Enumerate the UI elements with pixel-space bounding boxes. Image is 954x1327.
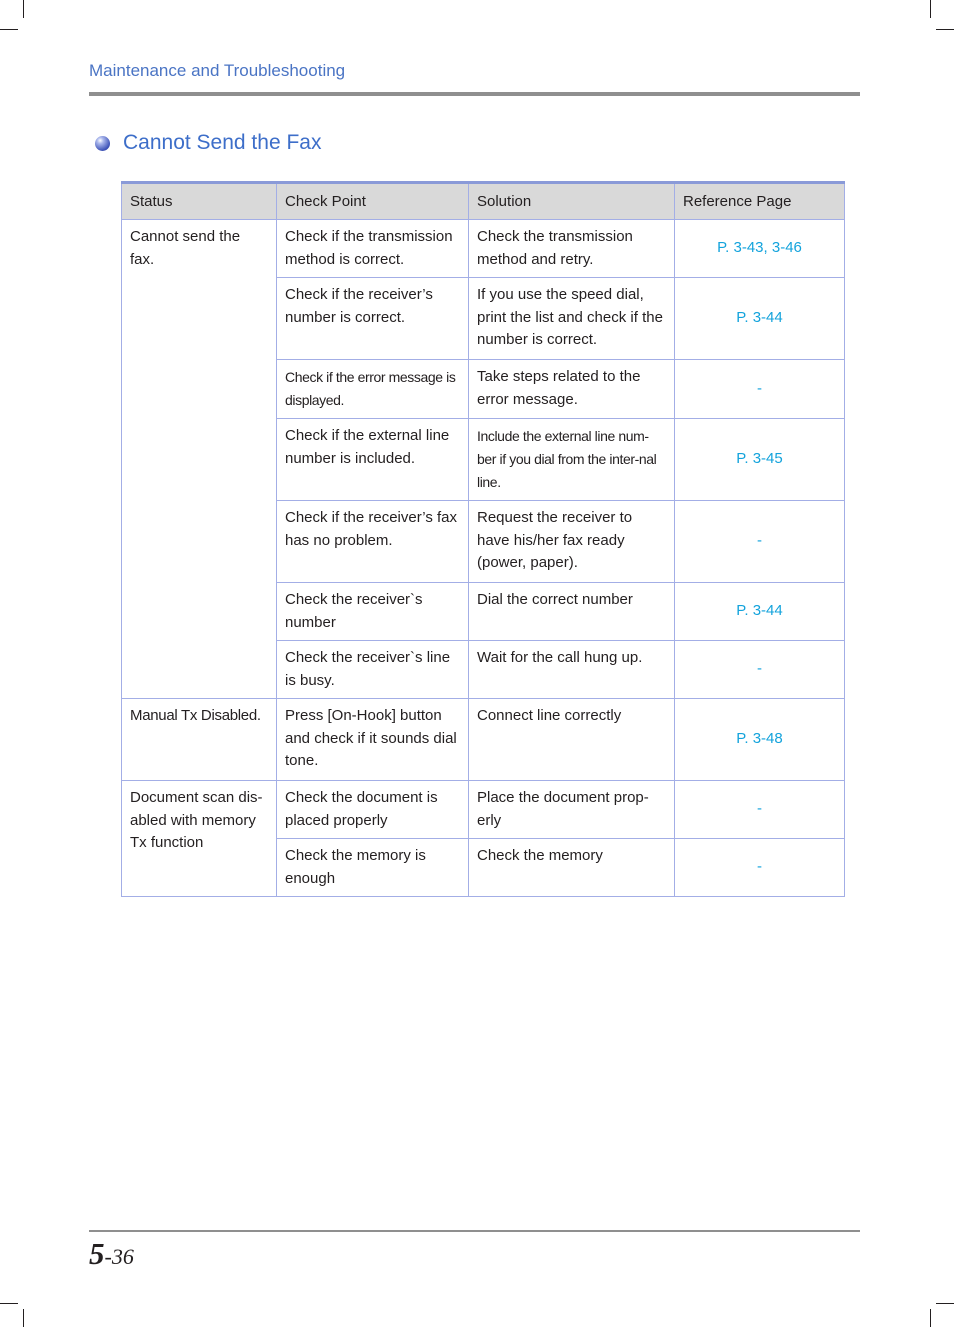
solution-cell: Check the memory: [469, 839, 675, 897]
solution-cell: Request the receiver to have his/her fax ready (power, paper).: [469, 501, 675, 583]
reference-link[interactable]: P. 3-45: [675, 419, 845, 501]
table-row: [122, 781, 845, 839]
crop-mark: [23, 0, 24, 18]
section-title: Cannot Send the Fax: [123, 131, 322, 154]
solution-cell: If you use the speed dial, print the list and check if the number is correct.: [469, 278, 675, 360]
solution-cell: Place the document prop-erly: [469, 781, 675, 839]
crop-mark: [930, 0, 931, 18]
solution-cell: Take steps related to the error message.: [469, 360, 675, 419]
check-point-cell: Check the memory is enough: [277, 839, 469, 897]
check-point-cell: Check if the external line number is included.: [277, 419, 469, 501]
reference-link[interactable]: P. 3-44: [675, 583, 845, 641]
status-cell: Document scan dis-abled with memory Tx function: [122, 781, 277, 897]
check-point-cell: Check the document is placed properly: [277, 781, 469, 839]
check-point-cell: Check the receiver`s number: [277, 583, 469, 641]
solution-cell: Check the transmission method and retry.: [469, 220, 675, 278]
footer-rule: [89, 1230, 860, 1232]
check-point-cell: Press [On-Hook] button and check if it sounds dial tone.: [277, 699, 469, 781]
reference-link: -: [675, 641, 845, 699]
crop-mark: [930, 1309, 931, 1327]
section-heading: [95, 130, 321, 156]
column-header-solution: Solution: [469, 183, 675, 220]
check-point-cell: Check if the transmission method is correct.: [277, 220, 469, 278]
solution-cell: Dial the correct number: [469, 583, 675, 641]
crop-mark: [0, 29, 18, 30]
status-cell: Cannot send the fax.: [122, 220, 277, 699]
sphere-bullet-icon: [95, 136, 110, 151]
reference-link[interactable]: P. 3-43, 3-46: [675, 220, 845, 278]
page-suffix: -36: [104, 1244, 134, 1269]
reference-link: -: [675, 781, 845, 839]
running-header: Maintenance and Troubleshooting: [89, 61, 346, 80]
crop-mark: [0, 1303, 18, 1304]
solution-cell: Include the external line num-ber if you dial from the inter-nal line.: [469, 419, 675, 501]
reference-link: -: [675, 360, 845, 419]
reference-link[interactable]: P. 3-48: [675, 699, 845, 781]
check-point-cell: Check the receiver`s line is busy.: [277, 641, 469, 699]
reference-link: -: [675, 839, 845, 897]
table-row: [122, 699, 845, 781]
solution-cell: Wait for the call hung up.: [469, 641, 675, 699]
solution-cell: Connect line correctly: [469, 699, 675, 781]
column-header-status: Status: [122, 183, 277, 220]
crop-mark: [23, 1309, 24, 1327]
crop-mark: [936, 1303, 954, 1304]
check-point-cell: Check if the receiver’s fax has no problem.: [277, 501, 469, 583]
troubleshooting-table: [121, 181, 845, 897]
reference-link[interactable]: P. 3-44: [675, 278, 845, 360]
header-rule: [89, 92, 860, 96]
check-point-cell: Check if the receiver’s number is correct.: [277, 278, 469, 360]
table-row: [122, 220, 845, 278]
page-number: [89, 1236, 134, 1272]
crop-mark: [936, 29, 954, 30]
table-header-row: [122, 183, 845, 220]
check-point-cell: Check if the error message is displayed.: [277, 360, 469, 419]
status-cell: Manual Tx Disabled.: [122, 699, 277, 781]
reference-link: -: [675, 501, 845, 583]
column-header-check-point: Check Point: [277, 183, 469, 220]
chapter-number: 5: [89, 1236, 105, 1271]
column-header-reference-page: Reference Page: [675, 183, 845, 220]
